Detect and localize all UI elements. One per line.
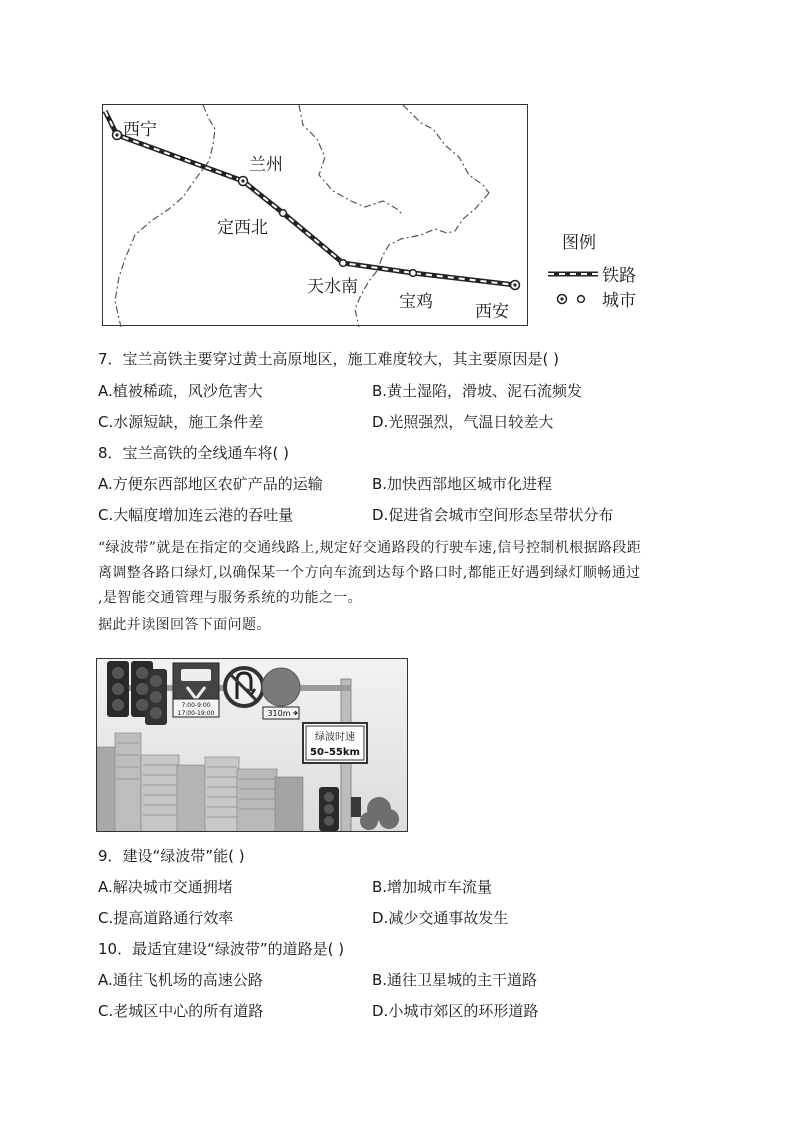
railway-symbol-icon [548, 269, 598, 279]
question-9-option-c[interactable]: C.提高道路通行效率 [98, 909, 234, 927]
question-10-stem: 10．最适宜建设“绿波带”的道路是( ) [98, 940, 345, 958]
legend-city-label: 城市 [602, 291, 636, 311]
question-7-option-d[interactable]: D.光照强烈，气温日较差大 [372, 413, 554, 431]
map-drawing [103, 105, 529, 327]
legend-railway [548, 261, 636, 286]
question-10-option-a[interactable]: A.通往飞机场的高速公路 [98, 971, 263, 989]
question-10-option-c[interactable]: C.老城区中心的所有道路 [98, 1002, 264, 1020]
question-8-stem: 8．宝兰高铁的全线通车将( ) [98, 444, 290, 462]
question-9-option-d[interactable]: D.减少交通事故发生 [372, 909, 509, 927]
legend-city [548, 286, 636, 311]
question-9-stem: 9．建设“绿波带”能( ) [98, 847, 245, 865]
question-10-option-b[interactable]: B.通往卫星城的主干道路 [372, 971, 538, 989]
label-tianshuinan: 天水南 [307, 277, 358, 297]
bus-time-1: 7:00-9:00 [181, 702, 211, 709]
question-9-option-a[interactable]: A.解决城市交通拥堵 [98, 878, 233, 896]
question-7-option-a[interactable]: A.植被稀疏，风沙危害大 [98, 382, 263, 400]
railway-line [105, 111, 515, 285]
question-7-option-c[interactable]: C.水源短缺，施工条件差 [98, 413, 264, 431]
bus-lane-sign [173, 663, 219, 717]
question-10-option-d[interactable]: D.小城市郊区的环形道路 [372, 1002, 539, 1020]
question-7-stem: 7．宝兰高铁主要穿过黄土高原地区，施工难度较大，其主要原因是( ) [98, 350, 560, 368]
legend-title: 图例 [562, 233, 596, 253]
distance-plate [263, 707, 299, 719]
label-dingxibei: 定西北 [217, 218, 268, 238]
question-7-option-b[interactable]: B.黄土湿陷，滑坡、泥石流频发 [372, 382, 583, 400]
city-symbol-icon [548, 292, 598, 306]
label-xian: 西安 [475, 302, 509, 322]
photo-drawing [97, 659, 408, 832]
passage-line-1: “绿波带”就是在指定的交通线路上,规定好交通路段的行驶车速,信号控制机根据路段距 [98, 540, 642, 556]
no-u-turn-sign [225, 668, 263, 706]
round-sign [262, 668, 300, 706]
city-marker-tianshuinan [340, 260, 347, 267]
traffic-signal-photo [96, 658, 408, 832]
passage-line-2: 离调整各路口绿灯,以确保某一个方向车流到达每个路口时,都能正好遇到绿灯顺畅通过 [98, 565, 641, 581]
question-8-option-c[interactable]: C.大幅度增加连云港的吞吐量 [98, 506, 294, 524]
passage-line-4: 据此并读图回答下面问题。 [98, 617, 271, 633]
legend-railway-label: 铁路 [602, 266, 636, 286]
green-wave-speed-value: 50–55km [310, 747, 360, 758]
question-9-option-b[interactable]: B.增加城市车流量 [372, 878, 493, 896]
city-marker-baoji [410, 270, 417, 277]
traffic-lights-top [107, 661, 167, 725]
green-wave-speed-label: 绿波时速 [315, 732, 355, 743]
city-marker-dingxibei [280, 210, 287, 217]
passage-line-3: ,是智能交通管理与服务系统的功能之一。 [98, 590, 363, 606]
distance-text: 310m [267, 709, 291, 718]
label-xining: 西宁 [123, 120, 157, 140]
question-8-option-b[interactable]: B.加快西部地区城市化进程 [372, 475, 553, 493]
label-lanzhou: 兰州 [249, 155, 283, 175]
question-8-option-d[interactable]: D.促进省会城市空间形态呈带状分布 [372, 506, 614, 524]
railway-map [102, 104, 528, 326]
label-baoji: 宝鸡 [399, 292, 433, 312]
green-wave-sign [303, 723, 367, 763]
question-8-option-a[interactable]: A.方便东西部地区农矿产品的运输 [98, 475, 323, 493]
bus-time-2: 17:00-19:00 [177, 710, 215, 717]
passage [98, 536, 738, 638]
